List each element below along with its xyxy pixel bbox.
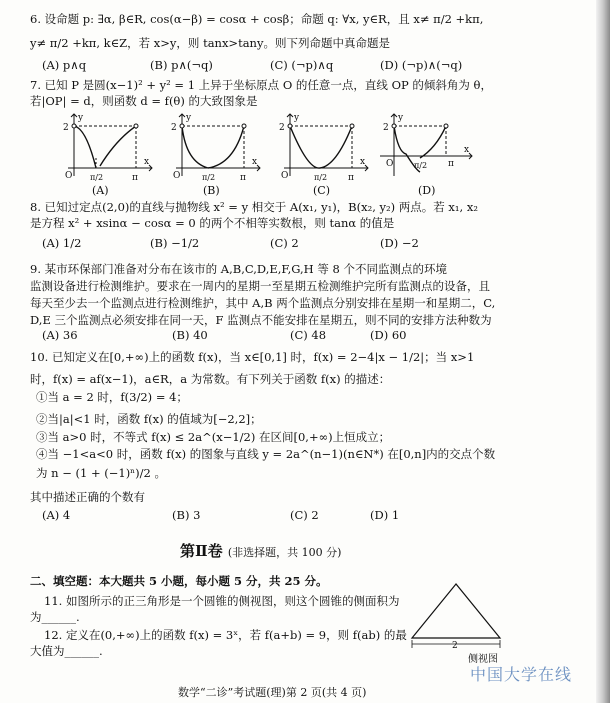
q8-option-c: (C) 2 [270,236,299,250]
q7-graph-b [164,110,264,182]
q7-b-origin: O [173,171,181,181]
q7-a-axis-x: x [144,157,150,167]
q9-line2: 监测设备进行检测维护。要求在一周内的星期一至星期五检测维护完所有监测点的设备，且 [30,279,490,293]
q7-graph-c [272,110,372,182]
q7-d-axis-x: x [464,145,470,155]
q7-d-tick-y: 2 [383,123,389,133]
q7-d-tick-half: π/2 [414,161,428,170]
q6-option-b: (B) p∧(¬q) [150,58,213,72]
page-footer: 数学“二诊”考试题(理)第 2 页(共 4 页) [178,686,367,699]
q7-c-axis-x: x [360,157,366,167]
q6-line1: 6. 设命题 p: ∃α, β∈R, cos(α−β) = cosα + cosβ；命题 q: ∀x, y∈R，且 x≠ π/2 +kπ, [30,12,484,26]
q7-d-tick-x: π [448,159,454,169]
triangle-dim-label: 2 [452,641,458,650]
q10-item-5: 为 n − (1 + (−1)ⁿ)/2 。 [36,466,166,480]
q10-summary: 其中描述正确的个数有 [30,490,145,504]
q7-a-tick-x: π [132,173,138,182]
watermark: 中国大学在线 [470,665,573,684]
q7-a-axis-y: y [78,113,84,123]
q9-option-d: (D) 60 [370,328,407,342]
q7-line2: 若|OP| = d，则函数 d = f(θ) 的大致图象是 [30,94,258,108]
q6-option-c: (C) (¬p)∧q [270,58,334,72]
q10-line2: 时，f(x) = af(x−1)，a∈R，a 为常数。有下列关于函数 f(x) 的描述： [30,372,391,386]
q8-option-d: (D) −2 [380,236,419,250]
q7-graph-a [56,110,156,182]
part2-subtitle: (非选择题，共 100 分) [227,546,342,559]
q7-c-axis-y: y [294,113,300,123]
q7-caption-c: (C) [313,184,330,197]
q9-line1: 9. 某市环保部门准备对分布在该市的 A,B,C,D,E,F,G,H 等 8 个不同监测点的环境 [30,262,447,276]
q9-line3: 每天至少去一个监测点进行检测维护，其中 A,B 两个监测点分别安排在星期一和星期二，C, [30,296,496,310]
side-view-triangle [402,578,512,650]
q10-item-1: ①当 a = 2 时，f(3/2) = 4； [36,390,188,404]
q7-c-tick-half: π/2 [314,173,328,182]
q7-caption-b: (B) [203,184,220,197]
q7-a-tick-y: 2 [63,123,69,133]
fill-header: 二、填空题：本大题共 5 小题，每小题 5 分，共 25 分。 [30,574,328,588]
part2-heading [180,540,341,561]
q8-line2: 是方程 x² + xsinα − cosα = 0 的两个不相等实数根，则 tanα 的值是 [30,216,395,230]
q7-caption-a: (A) [92,184,109,197]
part2-title: 第Ⅱ卷 [180,542,223,560]
q7-b-tick-y: 2 [171,123,177,133]
q8-line1: 8. 已知过定点(2,0)的直线与抛物线 x² = y 相交于 A(x₁, y₁)，B(x₂, y₂) 两点。若 x₁, x₂ [30,200,478,214]
q7-c-tick-y: 2 [279,123,285,133]
q6-option-d: (D) (¬p)∧(¬q) [380,58,463,72]
q9-line4: D,E 三个监测点必须安排在同一天，F 监测点不能安排在星期五，则不同的安排方法种数为 [30,313,492,327]
q10-line1: 10. 已知定义在[0,+∞)上的函数 f(x)，当 x∈[0,1] 时，f(x) = 2−4|x − 1/2|；当 x>1 [30,350,475,364]
q7-c-tick-x: π [348,173,354,182]
q7-b-tick-x: π [240,173,246,182]
q10-option-d: (D) 1 [370,508,400,522]
page-edge-shadow [596,0,610,703]
q12-line1: 12. 定义在(0,+∞)上的函数 f(x) = 3ˣ，若 f(a+b) = 9，则 f(ab) 的最 [44,628,407,642]
q9-option-c: (C) 48 [290,328,327,342]
q7-a-tick-half: π/2 [90,173,104,182]
q7-caption-d: (D) [418,184,436,197]
q10-item-2: ②当|a|<1 时，函数 f(x) 的值域为[−2,2]； [36,412,262,426]
q10-item-3: ③当 a>0 时，不等式 f(x) ≤ 2a^(x−1/2) 在区间[0,+∞)上恒成立； [36,430,391,444]
q10-item-4: ④当 −1<a<0 时，函数 f(x) 的图象与直线 y = 2a^(n−1)(n∈N*) 在[0,n]内的交点个数 [36,447,496,461]
q7-graph-d [376,110,476,182]
q7-b-axis-y: y [186,113,192,123]
q10-option-c: (C) 2 [290,508,319,522]
q8-option-b: (B) −1/2 [150,236,200,250]
q7-a-origin: O [65,171,73,181]
q11-line1: 11. 如图所示的正三角形是一个圆锥的侧视图，则这个圆锥的侧面积为 [44,594,400,608]
q7-c-origin: O [281,171,289,181]
q6-option-a: (A) p∧q [42,58,87,72]
q6-line2: y≠ π/2 +kπ, k∈Z，若 x>y，则 tanx>tany。则下列命题中真命题是 [30,36,390,50]
q8-option-a: (A) 1/2 [42,236,82,250]
q7-d-axis-y: y [398,113,404,123]
q7-line1: 7. 已知 P 是圆(x−1)² + y² = 1 上异于坐标原点 O 的任意一点，直线 OP 的倾斜角为 θ， [30,78,492,92]
side-view-label: 侧视图 [468,654,498,665]
q10-option-b: (B) 3 [172,508,201,522]
q9-option-a: (A) 36 [42,328,78,342]
q10-option-a: (A) 4 [42,508,71,522]
q7-b-tick-half: π/2 [202,173,216,182]
q7-d-origin: O [386,159,394,169]
q7-b-axis-x: x [252,157,258,167]
q9-option-b: (B) 40 [172,328,208,342]
q12-line2: 大值为______. [30,644,103,658]
q11-line2: 为______. [30,610,80,624]
